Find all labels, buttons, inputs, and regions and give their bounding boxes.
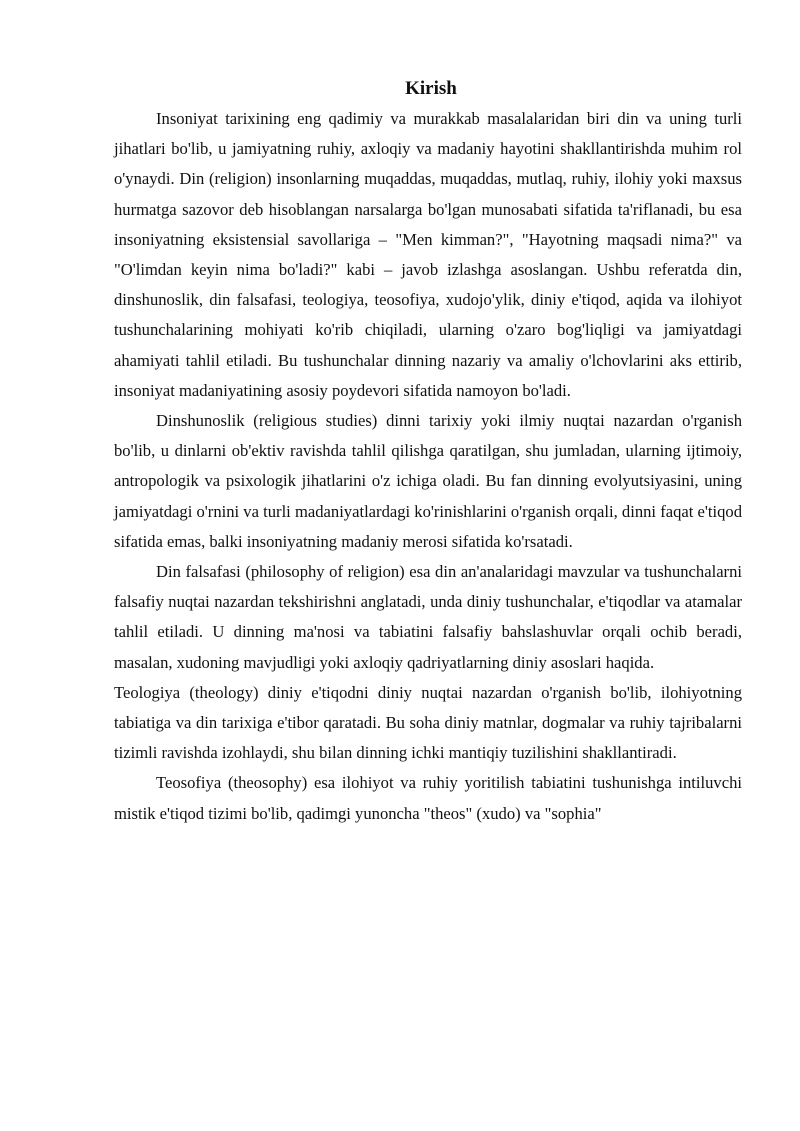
paragraph-philosophy-of-religion: Din falsafasi (philosophy of religion) esa din an'analaridagi mavzular va tushunchalarni falsafiy nuqtai nazardan tekshirishni anglatadi, unda diniy tushunchalar, e'tiqodlar va atamalar tahlil etiladi. U dinning ma'nosi va tabiatini falsafiy bahslashuvlar orqali ochib beradi, masalan, xudoning mavjudligi yoki axloqiy qadriyatlarning diniy asoslari haqida. <box>114 562 742 672</box>
paragraph-theology: Teologiya (theology) diniy e'tiqodni diniy nuqtai nazardan o'rganish bo'lib, ilohiyotning tabiatiga va din tarixiga e'tibor qaratadi. Bu soha diniy matnlar, dogmalar va ruhiy tajribalarni tizimli ravishda izohlaydi, shu bilan dinning ichki mantiqiy tuzilishini shakllantiradi. <box>114 682 742 763</box>
paragraph-introduction: Insoniyat tarixining eng qadimiy va murakkab masalalaridan biri din va uning turli jihatlari bo'lib, u jamiyatning ruhiy, axloqiy va madaniy hayotini shakllantirishda muhim rol o'ynaydi. Din (religion) insonlarning muqaddas, muqaddas, mutlaq, ruhiy, ilohiy yoki maxsus hurmatga sazovor deb hisoblangan narsalarga bo'lgan munosabati sifatida ta'riflanadi, bu esa insoniyatning eksistensial savollariga – "Men kimman?", "Hayotning maqsadi nima?" va "O'limdan keyin nima bo'ladi?" kabi – javob izlashga asoslangan. Ushbu referatda din, dinshunoslik, din falsafasi, teologiya, teosofiya, xudojo'ylik, diniy e'tiqod, aqida va ilohiyot tushunchalarining mohiyati ko'rib chiqiladi, ularning o'zaro bog'liqligi va jamiyatdagi ahamiyati tahlil etiladi. Bu tushunchalar dinning nazariy va amaliy o'lchovlarini aks ettirib, insoniyat madaniyatining asosiy poydevori sifatida namoyon bo'ladi. <box>114 109 742 400</box>
paragraph-religious-studies: Dinshunoslik (religious studies) dinni tarixiy yoki ilmiy nuqtai nazardan o'rganish bo'lib, u dinlarni ob'ektiv ravishda tahlil qilishga qaratilgan, shu jumladan, ularning ijtimoiy, antropologik va psixologik jihatlarini o'z ichiga oladi. Bu fan dinning evolyutsiyasini, uning jamiyatdagi o'rnini va turli madaniyatlardagi ko'rinishlarini o'rganish orqali, dinni faqat e'tiqod sifatida emas, balki insoniyatning madaniy merosi sifatida ko'rsatadi. <box>114 411 742 551</box>
document-page <box>114 0 742 829</box>
document-title: Kirish <box>405 78 457 99</box>
paragraph-theosophy: Teosofiya (theosophy) esa ilohiyot va ruhiy yoritilish tabiatini tushunishga intiluvchi mistik e'tiqod tizimi bo'lib, qadimgi yunoncha "theos" (xudo) va "sophia" <box>114 773 742 823</box>
